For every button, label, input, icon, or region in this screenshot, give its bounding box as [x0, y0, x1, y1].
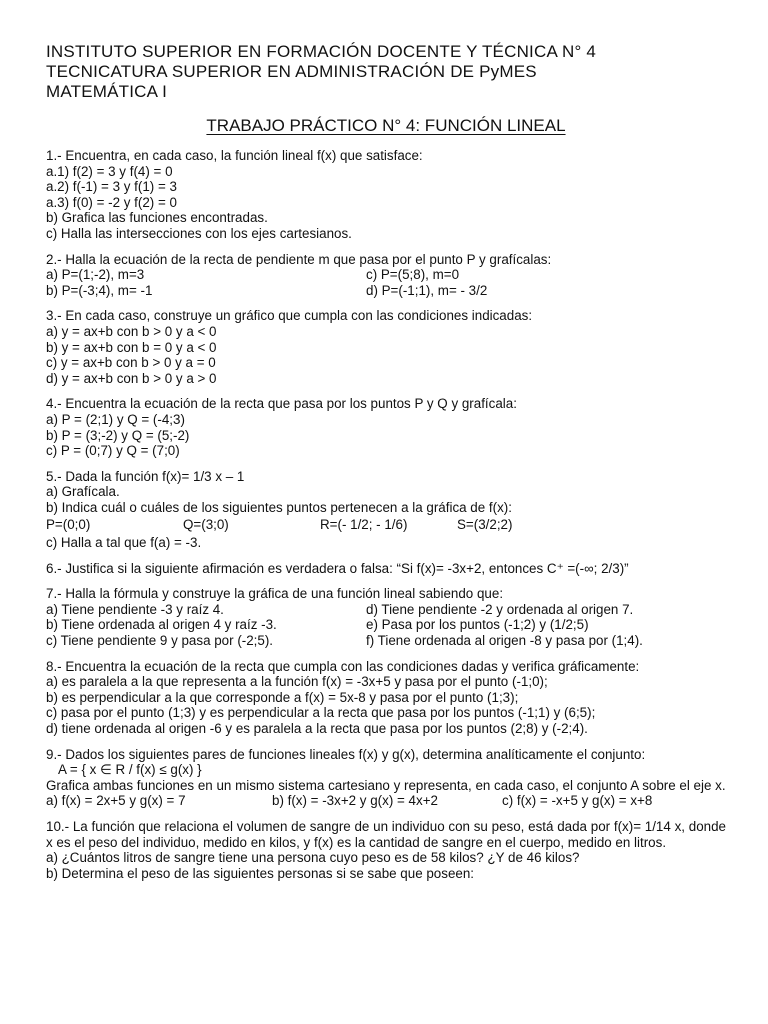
exercise-1-stem: 1.- Encuentra, en cada caso, la función lineal f(x) que satisface: — [46, 148, 423, 163]
exercise-7-stem: 7.- Halla la fórmula y construye la gráfica de una función lineal sabiendo que: — [46, 586, 504, 602]
exercise-8-b: b) es perpendicular a la que corresponde a f(x) = 5x-8 y pasa por el punto (1;3); — [46, 689, 519, 705]
exercise-7-b: b) Tiene ordenada al origen 4 y raíz -3. — [46, 617, 277, 633]
exercise-3 — [46, 308, 726, 386]
header-line-2: TECNICATURA SUPERIOR EN ADMINISTRACIÓN DE PyMES — [46, 62, 537, 81]
exercise-9-c: c) f(x) = -x+5 y g(x) = x+8 — [502, 793, 653, 809]
exercise-2-a: a) P=(1;-2), m=3 — [46, 267, 145, 283]
exercise-9 — [46, 747, 726, 809]
point-s: S=(3/2;2) — [457, 517, 513, 533]
exercise-5 — [46, 469, 726, 551]
exercise-8-a: a) es paralela a la que representa a la función f(x) = -3x+5 y pasa por el punto (-1;0); — [46, 674, 548, 690]
exercise-9-b: b) f(x) = -3x+2 y g(x) = 4x+2 — [272, 793, 438, 809]
exercise-1 — [46, 148, 726, 242]
exercise-2-b: b) P=(-3;4), m= -1 — [46, 282, 153, 298]
exercise-1-b: b) Grafica las funciones encontradas. — [46, 210, 268, 226]
exercise-10-stem: 10.- La función que relaciona el volumen de sangre de un individuo con su peso, está dada por f(x)= 1/14 x, donde x es el peso del individuo, medido en kilos, y f(x) es la cantidad de sangre en el cuerpo, medido en litros. — [46, 818, 726, 850]
exercise-9-stem: 9.- Dados los siguientes pares de funciones lineales f(x) y g(x), determina analíticamente el conjunto: — [46, 746, 646, 762]
point-r: R=(- 1/2; - 1/6) — [320, 517, 408, 533]
exercise-4-stem: 4.- Encuentra la ecuación de la recta que pasa por los puntos P y Q y grafícala: — [46, 396, 517, 412]
exercise-9-pairs — [46, 793, 726, 809]
exercise-1-c: c) Halla las intersecciones con los ejes cartesianos. — [46, 225, 352, 241]
exercise-7-d: d) Tiene pendiente -2 y ordenada al origen 7. — [366, 601, 634, 617]
exercise-7-a: a) Tiene pendiente -3 y raíz 4. — [46, 601, 224, 617]
exercise-6-stem: 6.- Justifica si la siguiente afirmación es verdadera o falsa: “Si f(x)= -3x+2, entonces C⁺ =(-∞; 2/3)” — [46, 560, 629, 576]
exercise-10 — [46, 819, 726, 881]
exercise-4-a: a) P = (2;1) y Q = (-4;3) — [46, 411, 185, 427]
exercise-1-a3: a.3) f(0) = -2 y f(2) = 0 — [46, 194, 177, 210]
document-page — [46, 42, 726, 881]
header-line-1: INSTITUTO SUPERIOR EN FORMACIÓN DOCENTE Y TÉCNICA N° 4 — [46, 42, 597, 61]
exercise-2-row-1 — [46, 267, 726, 283]
exercise-4 — [46, 396, 726, 458]
exercise-2-row-2 — [46, 283, 726, 299]
institution-header — [46, 42, 726, 102]
exercise-9-text: Grafica ambas funciones en un mismo sistema cartesiano y representa, en cada caso, el conjunto A sobre el eje x. — [46, 777, 726, 793]
exercise-4-c: c) P = (0;7) y Q = (7;0) — [46, 443, 180, 459]
exercise-8-c: c) pasa por el punto (1;3) y es perpendicular a la recta que pasa por los puntos (-1;1) y (6;5); — [46, 705, 596, 721]
exercise-6 — [46, 561, 726, 577]
exercise-2-stem: 2.- Halla la ecuación de la recta de pendiente m que pasa por el punto P y grafícalas: — [46, 251, 552, 267]
exercise-2-d: d) P=(-1;1), m= - 3/2 — [366, 282, 488, 298]
exercise-5-c: c) Halla a tal que f(a) = -3. — [46, 535, 202, 551]
exercise-8-stem: 8.- Encuentra la ecuación de la recta que cumpla con las condiciones dadas y verifica gráficamente: — [46, 658, 640, 674]
exercise-2-c: c) P=(5;8), m=0 — [366, 267, 460, 283]
point-q: Q=(3;0) — [183, 517, 229, 533]
exercise-4-b: b) P = (3;-2) y Q = (5;-2) — [46, 427, 190, 443]
exercise-5-points — [46, 517, 726, 533]
exercise-10-a: a) ¿Cuántos litros de sangre tiene una persona cuyo peso es de 58 kilos? ¿Y de 46 kilos? — [46, 850, 580, 866]
header-line-3: MATEMÁTICA I — [46, 82, 168, 101]
exercise-7 — [46, 586, 726, 648]
exercise-10-b: b) Determina el peso de las siguientes personas si se sabe que poseen: — [46, 865, 475, 881]
exercise-1-a1: a.1) f(2) = 3 y f(4) = 0 — [46, 163, 173, 179]
exercise-2 — [46, 252, 726, 299]
exercise-7-f: f) Tiene ordenada al origen -8 y pasa por (1;4). — [366, 633, 643, 649]
point-p: P=(0;0) — [46, 517, 91, 533]
exercise-5-stem: 5.- Dada la función f(x)= 1/3 x – 1 — [46, 468, 245, 484]
exercise-3-b: b) y = ax+b con b = 0 y a < 0 — [46, 339, 217, 355]
exercise-9-a: a) f(x) = 2x+5 y g(x) = 7 — [46, 793, 186, 809]
exercise-5-a: a) Grafícala. — [46, 484, 120, 500]
exercise-3-stem: 3.- En cada caso, construye un gráfico que cumpla con las condiciones indicadas: — [46, 308, 533, 324]
exercise-8-d: d) tiene ordenada al origen -6 y es paralela a la recta que pasa por los puntos (2;8) y (-2;4). — [46, 721, 588, 736]
exercise-7-c: c) Tiene pendiente 9 y pasa por (-2;5). — [46, 633, 274, 649]
exercise-7-row-3 — [46, 633, 726, 649]
exercise-7-row-2 — [46, 617, 726, 633]
exercise-7-row-1 — [46, 602, 726, 618]
exercise-5-b: b) Indica cuál o cuáles de los siguientes puntos pertenecen a la gráfica de f(x): — [46, 499, 512, 515]
exercise-3-a: a) y = ax+b con b > 0 y a < 0 — [46, 323, 217, 339]
exercise-8 — [46, 659, 726, 737]
exercise-1-a2: a.2) f(-1) = 3 y f(1) = 3 — [46, 179, 177, 195]
page-title: TRABAJO PRÁCTICO N° 4: FUNCIÓN LINEAL — [206, 116, 566, 135]
exercise-9-set: A = { x ∈ R / f(x) ≤ g(x) } — [58, 762, 202, 778]
exercise-7-e: e) Pasa por los puntos (-1;2) y (1/2;5) — [366, 617, 589, 633]
exercise-3-d: d) y = ax+b con b > 0 y a > 0 — [46, 370, 217, 386]
exercise-3-c: c) y = ax+b con b > 0 y a = 0 — [46, 355, 216, 371]
